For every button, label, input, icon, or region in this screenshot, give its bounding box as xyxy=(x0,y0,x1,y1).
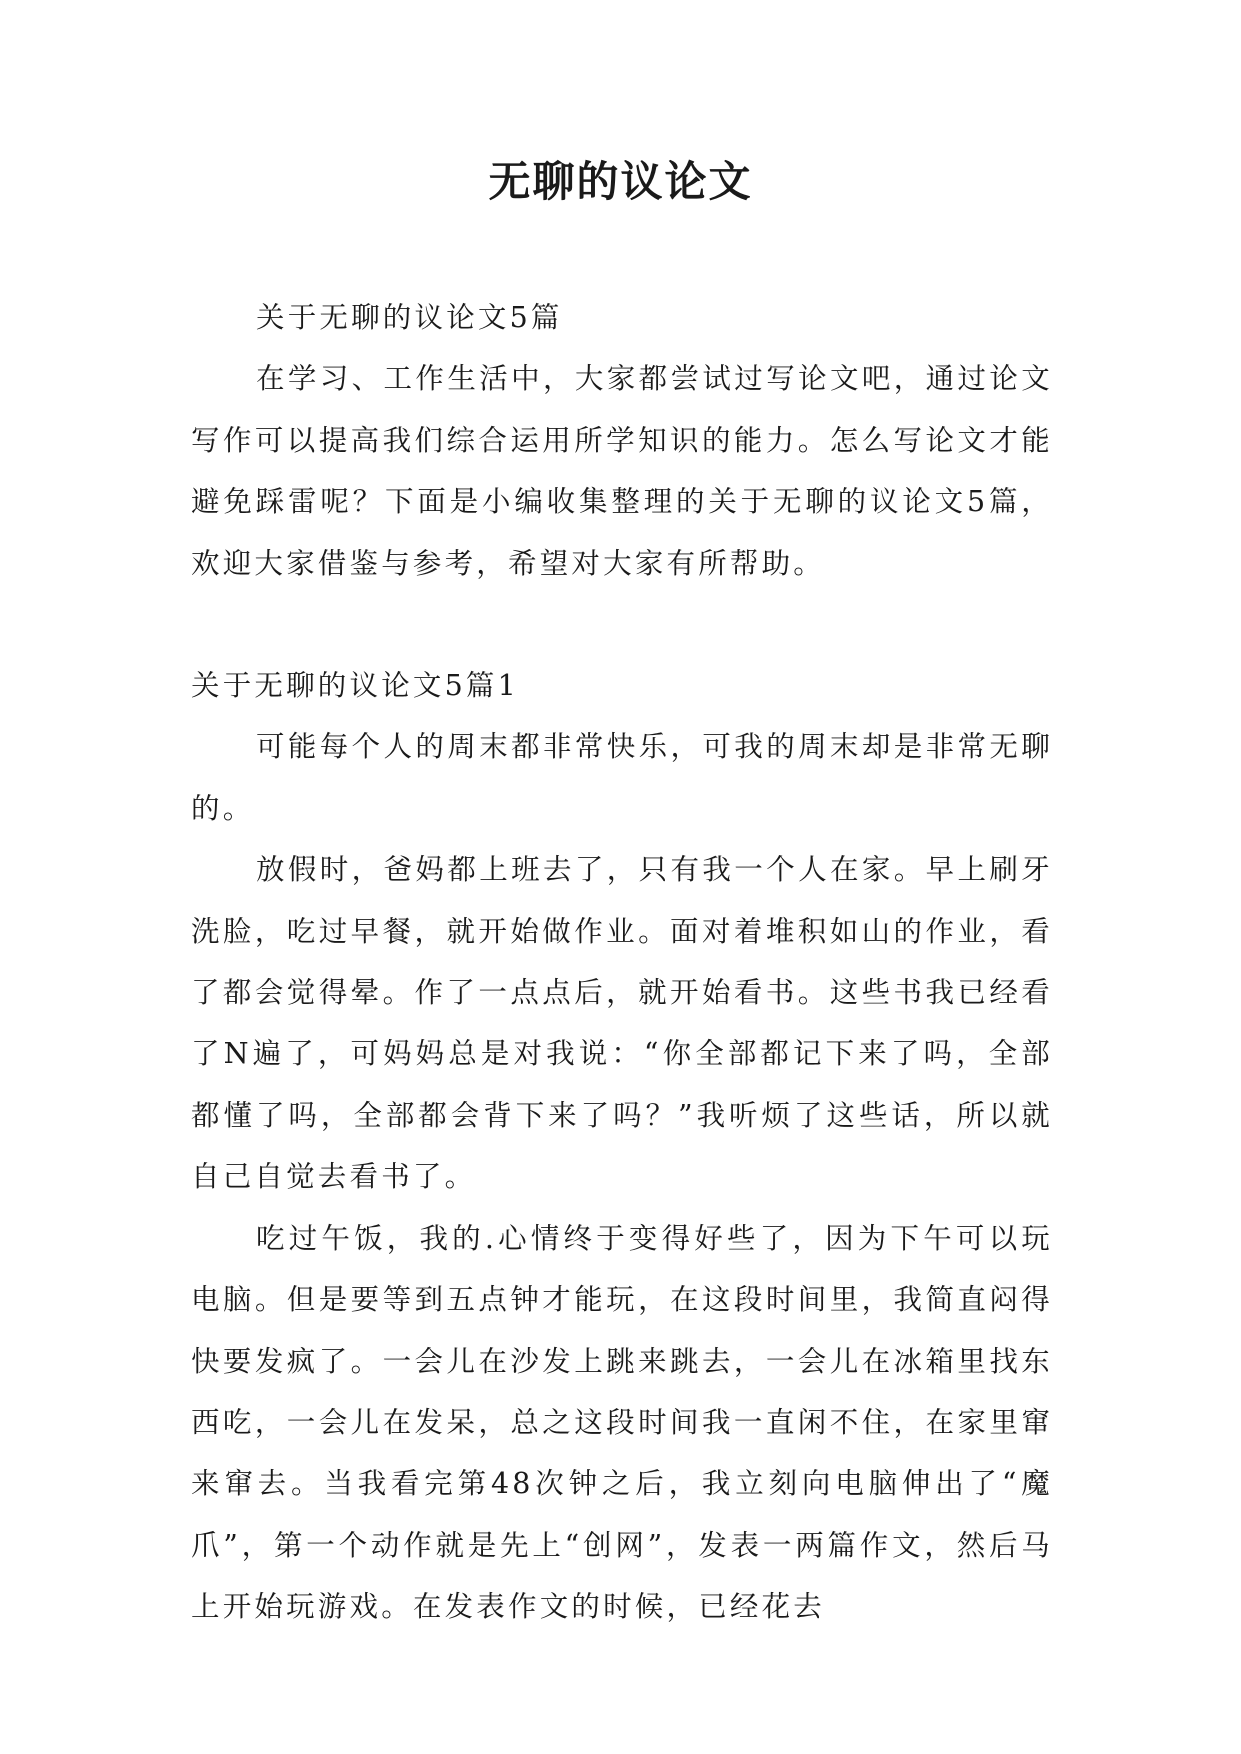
paragraph: 放假时，爸妈都上班去了，只有我一个人在家。早上刷牙洗脸，吃过早餐，就开始做作业。面对着堆积如山的作业，看了都会觉得晕。作了一点点后，就开始看书。这些书我已经看了N遍了，可妈妈总是对我说：“你全部都记下来了吗，全部都懂了吗，全部都会背下来了吗？”我听烦了这些话，所以就自己自觉去看书了。 xyxy=(191,853,1053,1194)
document-title: 无聊的议论文 xyxy=(488,157,753,206)
paragraph-spacer xyxy=(191,594,1053,655)
paragraph: 吃过午饭，我的.心情终于变得好些了，因为下午可以玩电脑。但是要等到五点钟才能玩，在这段时间里，我简直闷得快要发疯了。一会儿在沙发上跳来跳去，一会儿在冰箱里找东西吃，一会儿在发呆，总之这段时间我一直闲不住，在家里窜来窜去。当我看完第48次钟之后，我立刻向电脑伸出了“魔爪”，第一个动作就是先上“创网”，发表一两篇作文，然后马上开始玩游戏。在发表作文的时候，已经花去 xyxy=(191,1221,1053,1624)
paragraph-intro-heading: 关于无聊的议论文5篇 xyxy=(256,301,563,334)
paragraph: 可能每个人的周末都非常快乐，可我的周末却是非常无聊的。 xyxy=(191,730,1053,825)
document-body xyxy=(191,287,1053,1638)
paragraph-intro: 在学习、工作生活中，大家都尝试过写论文吧，通过论文写作可以提高我们综合运用所学知识的能力。怎么写论文才能避免踩雷呢？下面是小编收集整理的关于无聊的议论文5篇，欢迎大家借鉴与参考，希望对大家有所帮助。 xyxy=(191,362,1053,580)
section-heading-1: 关于无聊的议论文5篇1 xyxy=(191,669,519,703)
